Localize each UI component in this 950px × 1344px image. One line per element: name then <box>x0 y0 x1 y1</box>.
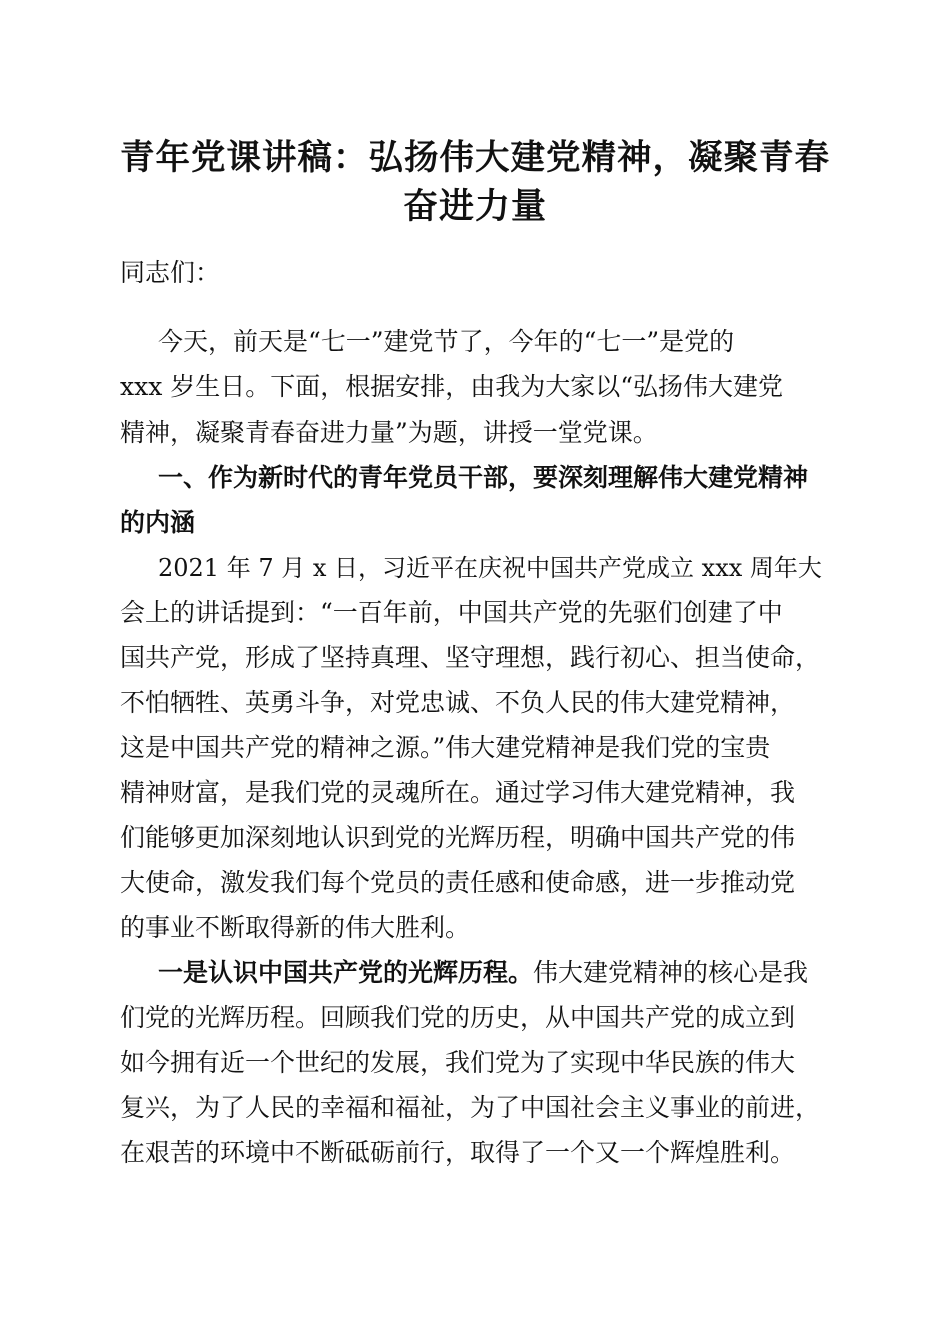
section-heading-line: 一、作为新时代的青年党员干部，要深刻理解伟大建党精神 <box>158 463 809 492</box>
paragraph-line: 会上的讲话提到：“一百年前，中国共产党的先驱们创建了中 <box>120 598 783 627</box>
section-heading-line: 的内涵 <box>120 508 196 537</box>
paragraph-line: 国共产党，形成了坚持真理、坚守理想，践行初心、担当使命， <box>120 643 821 672</box>
document-title-line-1: 青年党课讲稿：弘扬伟大建党精神，凝聚青春 <box>120 138 830 178</box>
paragraph-line-rest: 伟大建党精神的核心是我 <box>533 958 809 987</box>
paragraph-line: 复兴，为了人民的幸福和福祉，为了中国社会主义事业的前进， <box>120 1093 821 1122</box>
paragraph-line: 大使命，激发我们每个党员的责任感和使命感，进一步推动党 <box>120 868 796 897</box>
paragraph-line: 在艰苦的环境中不断砥砺前行，取得了一个又一个辉煌胜利。 <box>120 1138 796 1167</box>
paragraph-line: 不怕牺牲、英勇斗争，对党忠诚、不负人民的伟大建党精神， <box>120 688 796 717</box>
paragraph-line: 的事业不断取得新的伟大胜利。 <box>120 913 471 942</box>
paragraph-line: 今天，前天是“七一”建党节了，今年的“七一”是党的 <box>158 327 735 356</box>
paragraph-line: 们党的光辉历程。回顾我们党的历史，从中国共产党的成立到 <box>120 1003 796 1032</box>
document-title-line-2: 奋进力量 <box>402 186 547 227</box>
paragraph-line: 精神财富，是我们党的灵魂所在。通过学习伟大建党精神，我 <box>120 778 796 807</box>
paragraph-line <box>158 958 808 988</box>
emphasis-lead: 一是认识中国共产党的光辉历程。 <box>158 958 534 987</box>
paragraph-line: 如今拥有近一个世纪的发展，我们党为了实现中华民族的伟大 <box>120 1048 796 1077</box>
salutation: 同志们： <box>120 258 221 287</box>
paragraph-line: 2021 年 7 月 x 日，习近平在庆祝中国共产党成立 xxx 周年大 <box>158 554 822 582</box>
paragraph-line: 们能够更加深刻地认识到党的光辉历程，明确中国共产党的伟 <box>120 823 796 852</box>
paragraph-line: 精神，凝聚青春奋进力量”为题，讲授一堂党课。 <box>120 418 658 447</box>
paragraph-line: xxx 岁生日。下面，根据安排，由我为大家以“弘扬伟大建党 <box>120 372 784 401</box>
paragraph-line: 这是中国共产党的精神之源。”伟大建党精神是我们党的宝贵 <box>120 733 771 762</box>
